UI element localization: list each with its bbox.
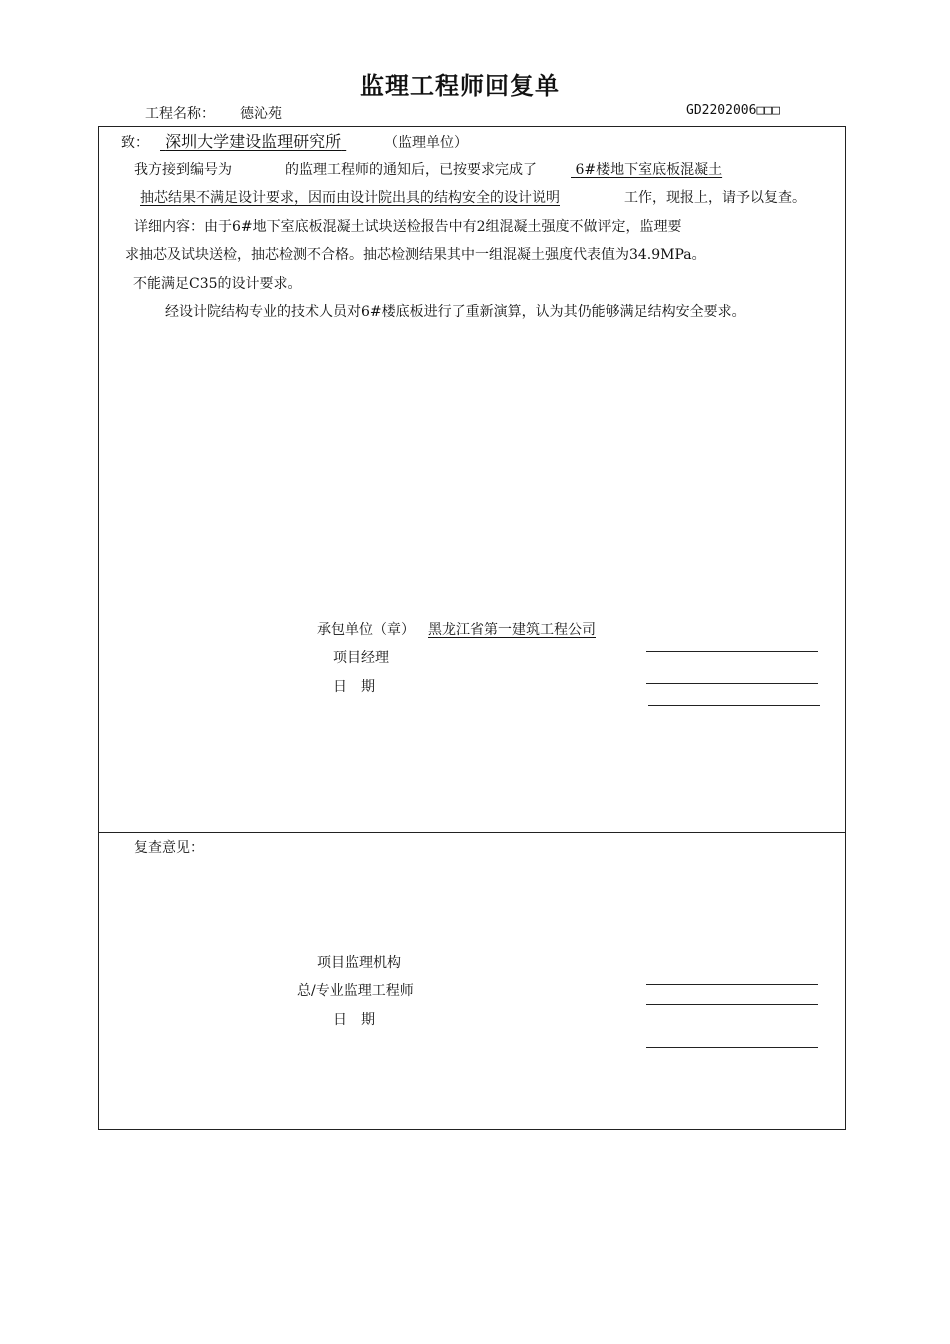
contractor-date-line (646, 683, 818, 684)
document-code: GD2202006□□□ (686, 103, 780, 118)
engineer-signature-line (646, 1004, 818, 1005)
to-label: 致： (121, 135, 149, 151)
review-date-label: 日 期 (333, 1012, 375, 1028)
contractor-label: 承包单位（章） (317, 622, 415, 638)
detail-line-1: 详细内容：由于6#地下室底板混凝土试块送检报告中有2组混凝土强度不做评定，监理要 (134, 219, 682, 235)
contractor-extra-line (648, 705, 820, 706)
notice-text-1a: 我方接到编号为 (134, 162, 232, 178)
review-date-line (646, 1047, 818, 1048)
detail-line-4: 经设计院结构专业的技术人员对6#楼底板进行了重新演算，认为其仍能够满足结构安全要求。 (165, 304, 746, 320)
completed-task-line2: 抽芯结果不满足设计要求，因而由设计院出具的结构安全的设计说明 (140, 190, 560, 206)
addressee-org-name: 深圳大学建设监理研究所 (165, 132, 342, 151)
project-name-label: 工程名称： (145, 106, 215, 122)
page-title: 监理工程师回复单 (360, 72, 560, 100)
notice-text-1b: 的监理工程师的通知后，已按要求完成了 (285, 162, 537, 178)
supervision-org-label: 项目监理机构 (317, 955, 401, 971)
addressee-org (160, 131, 346, 153)
manager-signature-line (646, 651, 818, 652)
contractor-name: 黑龙江省第一建筑工程公司 (428, 622, 596, 638)
review-opinion-label: 复查意见： (134, 840, 204, 856)
detail-line-3: 不能满足C35的设计要求。 (133, 276, 302, 292)
section-divider (98, 832, 846, 833)
supervision-org-line (646, 984, 818, 985)
detail-line-2: 求抽芯及试块送检，抽芯检测不合格。抽芯检测结果其中一组混凝土强度代表值为34.9MPa。 (125, 247, 706, 263)
project-name-value: 德沁苑 (240, 106, 282, 122)
project-manager-label: 项目经理 (333, 650, 389, 666)
notice-text-2-tail: 工作，现报上，请予以复查。 (624, 190, 806, 206)
supervising-engineer-label: 总/专业监理工程师 (297, 983, 414, 999)
contractor-date-label: 日 期 (333, 679, 375, 695)
addressee-suffix: （监理单位） (384, 135, 468, 151)
completed-task-line1 (571, 161, 722, 179)
completed-task-text1: 6#楼地下室底板混凝土 (575, 162, 723, 178)
